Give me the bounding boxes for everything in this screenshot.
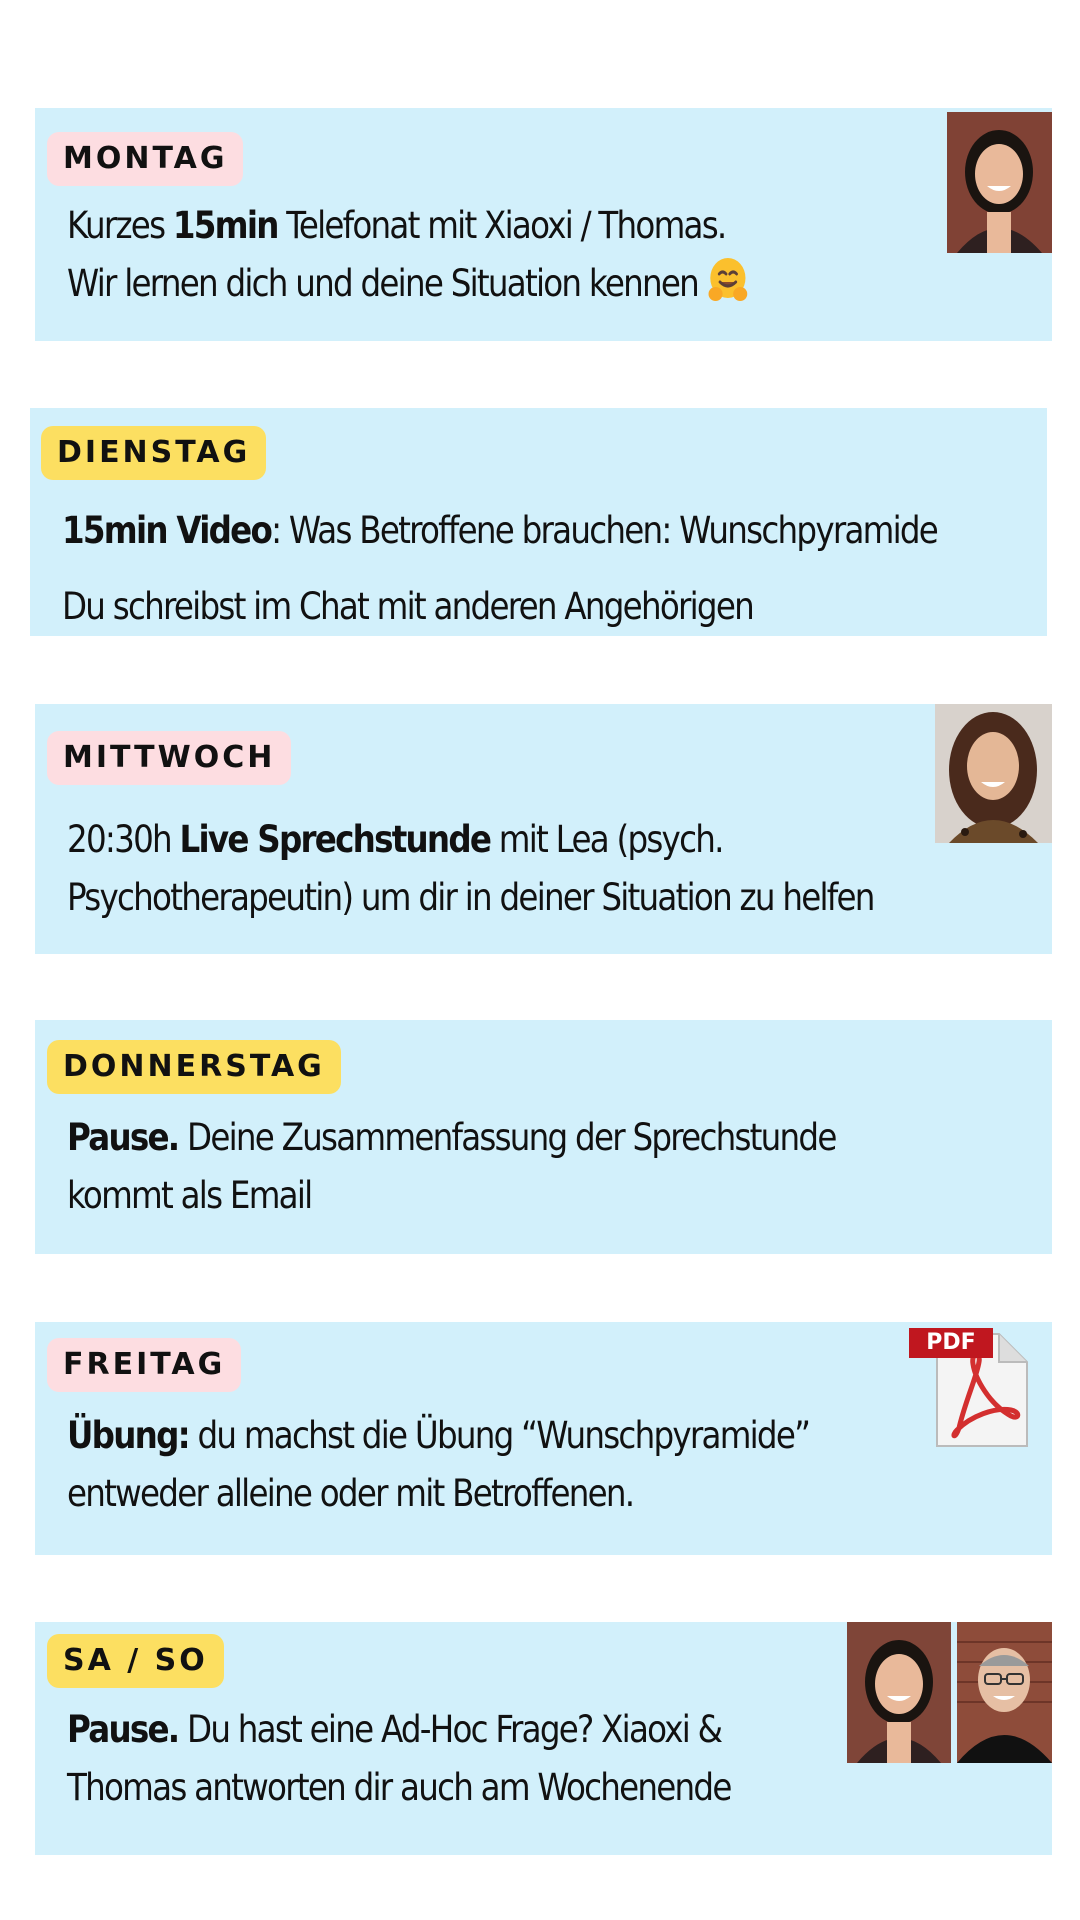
- day-line1-weekend: Pause. Du hast eine Ad-Hoc Frage? Xiaoxi &: [67, 1708, 722, 1751]
- day-line1-thursday: Pause. Deine Zusammenfassung der Sprechstunde: [67, 1116, 836, 1159]
- day-text-monday: [67, 197, 749, 313]
- day-text-weekend: [67, 1701, 731, 1817]
- day-badge-friday: FREITAG: [47, 1338, 241, 1392]
- day-card-friday: [35, 1322, 1052, 1555]
- day-line2-thursday: kommt als Email: [67, 1174, 312, 1217]
- day-text-tuesday: [62, 493, 937, 645]
- pdf-icon: [909, 1324, 1033, 1448]
- day-line2-friday: entweder alleine oder mit Betroffenen.: [67, 1472, 634, 1515]
- day-card-thursday: [35, 1020, 1052, 1254]
- day-card-monday: [35, 108, 1052, 341]
- day-badge-wednesday: MITTWOCH: [47, 731, 291, 785]
- day-badge-tuesday: DIENSTAG: [41, 426, 266, 480]
- day-badge-thursday: DONNERSTAG: [47, 1040, 341, 1094]
- day-line2-monday: Wir lernen dich und deine Situation kennen: [67, 255, 749, 313]
- day-line2-weekend: Thomas antworten dir auch am Wochenende: [67, 1766, 731, 1809]
- day-line2-wednesday: Psychotherapeutin) um dir in deiner Situation zu helfen: [67, 876, 874, 919]
- day-line1-monday: Kurzes 15min Telefonat mit Xiaoxi / Thomas.: [67, 204, 726, 247]
- day-card-tuesday: [30, 408, 1047, 636]
- pdf-label: PDF: [909, 1328, 993, 1358]
- day-line1-friday: Übung: du machst die Übung “Wunschpyramide”: [67, 1414, 810, 1457]
- day-text-wednesday: [67, 811, 874, 927]
- hugging-face-icon: [707, 256, 749, 304]
- day-card-weekend: [35, 1622, 1052, 1855]
- avatar-thomas: [957, 1622, 1052, 1763]
- day-line1-tuesday: 15min Video: Was Betroffene brauchen: Wunschpyramide: [62, 509, 938, 552]
- day-badge-monday: MONTAG: [47, 132, 243, 186]
- day-text-thursday: [67, 1109, 836, 1225]
- day-line2-tuesday: Du schreibst im Chat mit anderen Angehörigen: [62, 585, 753, 628]
- day-card-wednesday: [35, 704, 1052, 954]
- avatar-xiaoxi-weekend: [847, 1622, 951, 1763]
- avatar-xiaoxi: [947, 112, 1052, 253]
- day-badge-weekend: SA / SO: [47, 1634, 224, 1688]
- day-text-friday: [67, 1407, 809, 1523]
- avatar-lea: [935, 704, 1052, 843]
- day-line1-wednesday: 20:30h Live Sprechstunde mit Lea (psych.: [67, 818, 723, 861]
